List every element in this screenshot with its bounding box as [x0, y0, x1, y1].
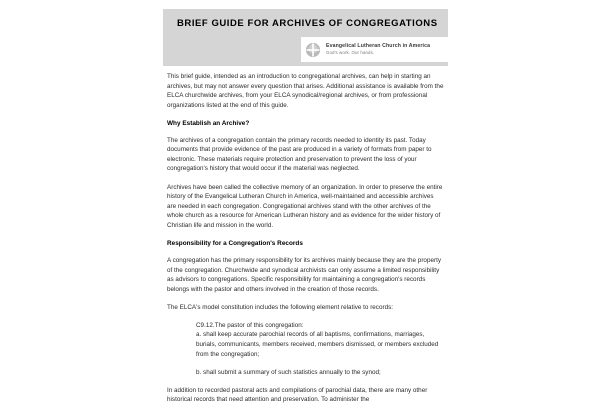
logo-tagline: God's work. Our hands.	[326, 50, 375, 55]
heading-responsibility-for-records: Responsibility for a Congregation's Records	[167, 239, 303, 247]
intro-paragraph: This brief guide, intended as an introduction to congregational archives, can help in starting an archives, but may not answer every question that arises. Additional assistance is available from the ELCA churchwide archives, from your ELCA synodical/regional archives, or from professional organizations listed at the end of this guide.	[167, 73, 444, 109]
constitution-intro-paragraph: The ELCA's model constitution includes the following element relative to records:	[167, 303, 394, 311]
logo-text-group	[326, 43, 430, 56]
document-body	[167, 72, 444, 414]
logo-organization-name: Evangelical Lutheran Church in America	[326, 43, 431, 49]
page-title: BRIEF GUIDE FOR ARCHIVES OF CONGREGATIONS	[177, 18, 438, 29]
constitution-item-b: b. shall submit a summary of such statistics annually to the synod;	[196, 368, 381, 376]
responsibility-paragraph: A congregation has the primary responsibility for its archives mainly because they are the property of the congregation. Churchwide and synodical archivists can only assume a limited responsibility as advisors to congregations. Specific responsibility for maintaining a congregation's records belongs with the pastor and others involved in the creation of those records.	[167, 256, 441, 293]
why-paragraph-1: The archives of a congregation contain the primary records needed to identity its past. Today documents that provide evidence of the past are produced in a variety of formats from paper to electronic. These materials require protection and preservation to prevent the loss of your congregation's history that would occur if the material was neglected.	[167, 136, 432, 173]
organization-logo	[301, 37, 448, 62]
closing-paragraph: In addition to recorded pastoral acts and compilations of parochial data, there are many other historical records that need attention and preservation. To administer the	[167, 386, 428, 404]
heading-why-establish-an-archive: Why Establish an Archive?	[167, 119, 250, 127]
constitution-item-a: a. shall keep accurate parochial records of all baptisms, confirmations, marriages, burials, communicants, members received, members dismissed, or members excluded from the congregation;	[196, 331, 439, 358]
why-paragraph-2: Archives have been called the collective memory of an organization. In order to preserve the entire history of the Evangelical Lutheran Church in America, well-maintained and accessible archives are needed in each congregation. Congregational archives stand with the other archives of the whole church as a resource for American Lutheran history and as evidence for the wider history of Christian life and mission in the world.	[167, 183, 443, 229]
constitution-item-header: C9.12.The pastor of this congregation:	[196, 321, 304, 329]
elca-cross-emblem-icon	[305, 42, 321, 58]
